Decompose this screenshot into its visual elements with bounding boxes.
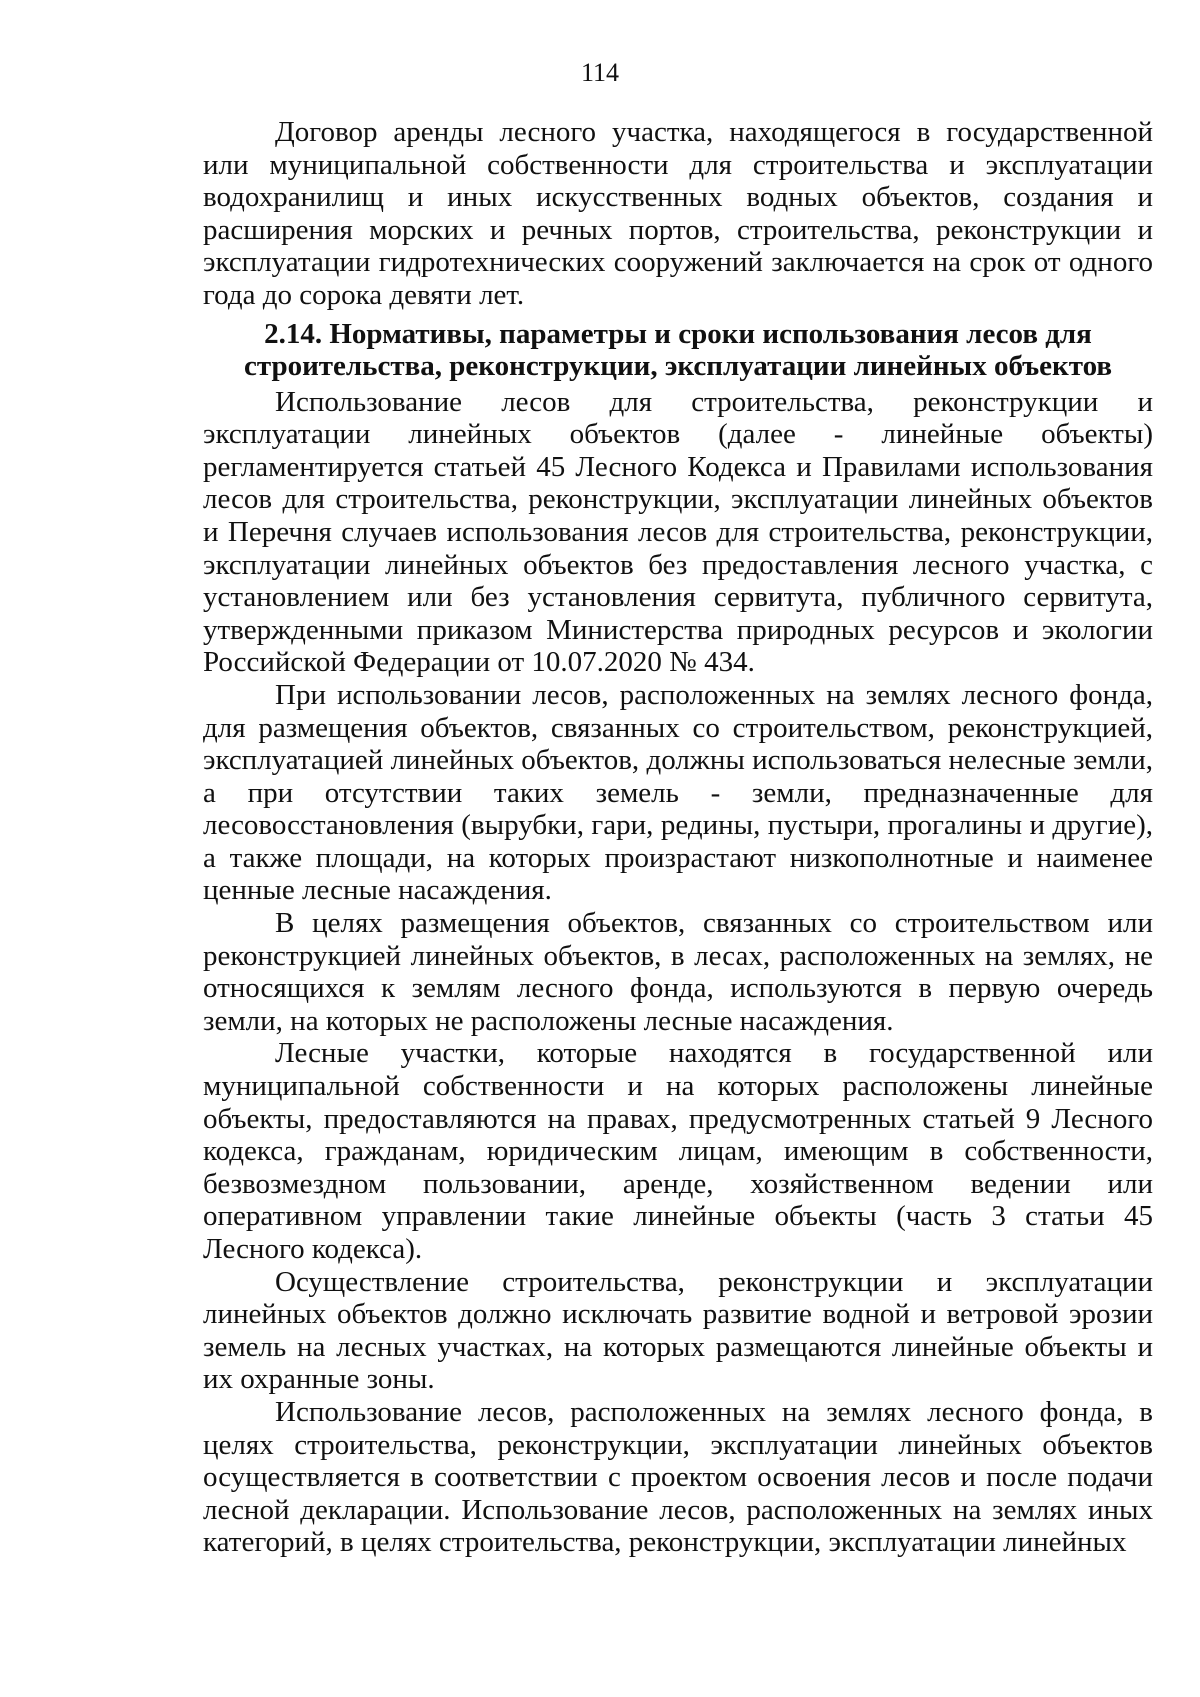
paragraph-non-forest-lands: При использовании лесов, расположенных на землях лесного фонда, для размещения объектов, связанных со строительством, реконструкцией, эксплуатацией линейных объектов, должны использоваться нелесные земли, а при отсутствии таких земель - земли, предназначенные для лесовосстановления (вырубки, гари, редины, пустыри, прогалины и другие), а также площади, на которых произрастают низкополнотные и наименее ценные лесные насаждения. — [203, 678, 1153, 907]
paragraph-lease-term: Договор аренды лесного участка, находящегося в государственной или муниципальной собственности для строительства и эксплуатации водохранилищ и иных искусственных водных объектов, создания и расширения морских и речных портов, строительства, реконструкции и эксплуатации гидротехнических сооружений заключается на срок от одного года до сорока девяти лет. — [203, 116, 1153, 311]
section-heading — [203, 318, 1153, 382]
document-body — [203, 116, 1153, 1559]
paragraph-priority-lands: В целях размещения объектов, связанных со строительством или реконструкцией линейных объектов, в лесах, расположенных на землях, не относящихся к землям лесного фонда, используются в первую очередь земли, на которых не расположены лесные насаждения. — [203, 907, 1153, 1037]
page-number: 114 — [580, 58, 620, 87]
paragraph-land-rights: Лесные участки, которые находятся в государственной или муниципальной собственности и на которых расположены линейные объекты, предоставляются на правах, предусмотренных статьей 9 Лесного кодекса, гражданам, юридическим лицам, имеющим в собственности, безвозмездном пользовании, аренде, хозяйственном ведении или оперативном управлении такие линейные объекты (часть 3 статьи 45 Лесного кодекса). — [203, 1037, 1153, 1265]
paragraph-regulation: Использование лесов для строительства, реконструкции и эксплуатации линейных объектов (далее - линейные объекты) регламентируется статьей 45 Лесного Кодекса и Правилами использования лесов для строительства, реконструкции, эксплуатации линейных объектов и Перечня случаев использования лесов для строительства, реконструкции, эксплуатации линейных объектов без предоставления лесного участка, с установлением или без установления сервитута, публичного сервитута, утвержденными приказом Министерства природных ресурсов и экологии Российской Федерации от 10.07.2020 № 434. — [203, 385, 1153, 679]
section-heading-line-1: 2.14. Нормативы, параметры и сроки использования лесов для — [264, 317, 1092, 350]
paragraph-development-project: Использование лесов, расположенных на землях лесного фонда, в целях строительства, реконструкции, эксплуатации линейных объектов осуществляется в соответствии с проектом освоения лесов и после подачи лесной декларации. Использование лесов, расположенных на землях иных категорий, в целях строительства, реконструкции, эксплуатации линейных — [203, 1395, 1153, 1559]
paragraph-erosion: Осуществление строительства, реконструкции и эксплуатации линейных объектов должно исключать развитие водной и ветровой эрозии земель на лесных участках, на которых размещаются линейные объекты и их охранные зоны. — [203, 1265, 1153, 1396]
section-heading-line-2: строительства, реконструкции, эксплуатации линейных объектов — [243, 349, 1113, 382]
